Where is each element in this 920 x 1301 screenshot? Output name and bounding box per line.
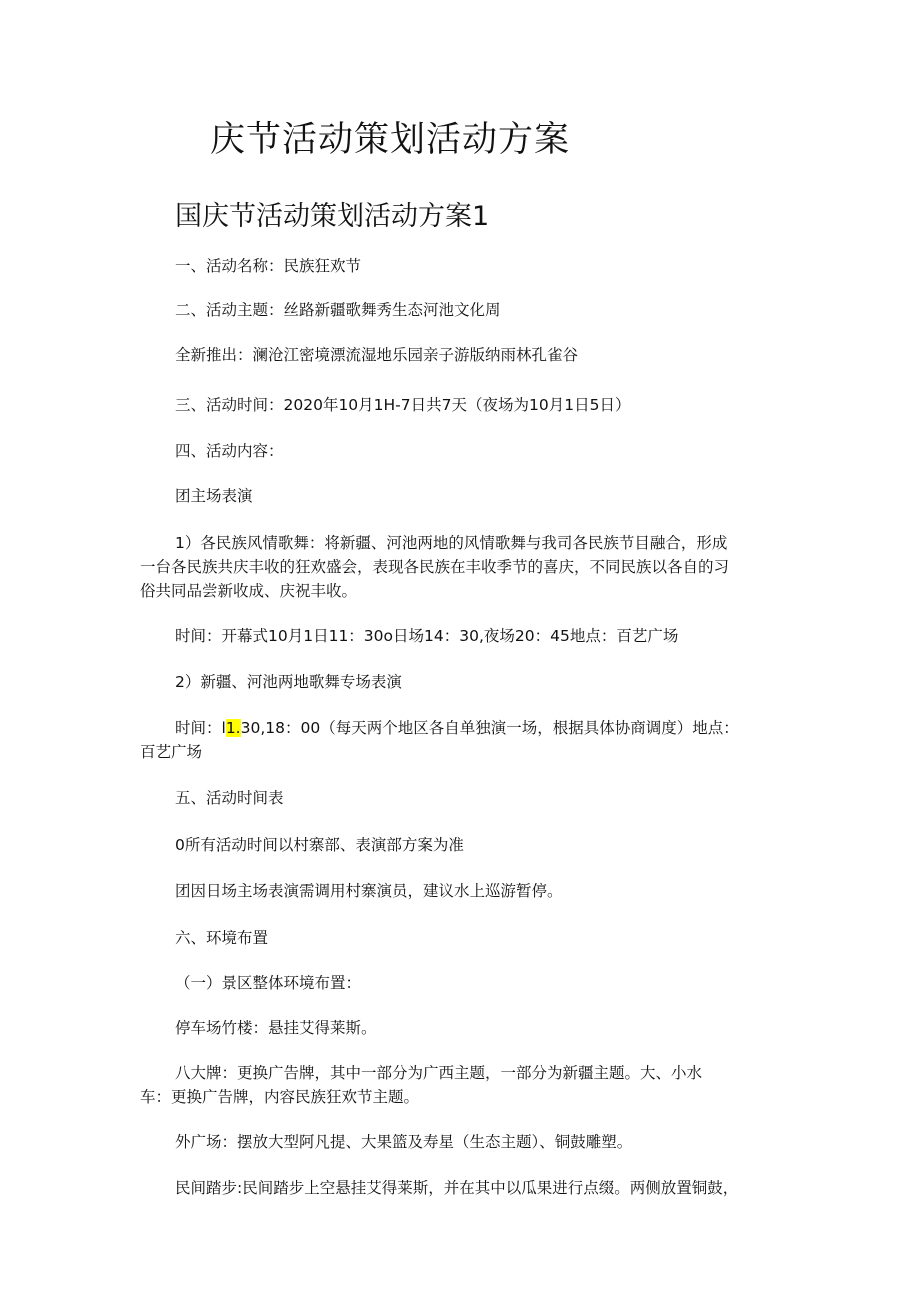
performance-2-heading: 2）新疆、河池两地歌舞专场表演 [175, 673, 402, 691]
performance-2-time-rest: 30,18：00（每天两个地区各自单独演一场，根据具体协商调度）地点： [240, 719, 739, 737]
section-title: 国庆节活动策划活动方案1 [175, 201, 490, 232]
highlighted-text: 1. [225, 719, 241, 737]
performance-2-time-line-2: 百艺广场 [140, 743, 203, 761]
performance-1-line-3: 俗共同品尝新收成、庆祝丰收。 [140, 582, 358, 600]
performance-2-time-line-1 [140, 716, 785, 740]
environment-billboard-paragraph [140, 1061, 785, 1109]
schedule-note-1: 0所有活动时间以村寨部、表演部方案为准 [175, 836, 464, 854]
environment-parking: 停车场竹楼：悬挂艾得莱斯。 [175, 1019, 377, 1037]
performance-1-line-2: 一台各民族共庆丰收的狂欢盛会，表现各民族在丰收季节的喜庆，不同民族以各自的习 [140, 558, 730, 576]
document-title: 庆节活动策划活动方案 [210, 120, 571, 160]
environment-billboard-line-1: 八大牌：更换广告牌，其中一部分为广西主题，一部分为新疆主题。大、小水 [175, 1064, 703, 1082]
activity-name: 一、活动名称：民族狂欢节 [175, 257, 362, 275]
schedule-heading: 五、活动时间表 [175, 789, 284, 807]
performance-1-line-1: 1）各民族风情歌舞：将新疆、河池两地的风情歌舞与我司各民族节目融合，形成 [175, 534, 728, 552]
performance-1-time: 时间：开幕式10月1日11：30o日场14：30,夜场20：45地点：百艺广场 [175, 627, 679, 645]
performance-2-time-paragraph [140, 716, 785, 764]
environment-subheading: （一）景区整体环境布置： [175, 974, 362, 992]
schedule-note-2: 团因日场主场表演需调用村寨演员，建议水上巡游暂停。 [175, 882, 563, 900]
activity-theme: 二、活动主题：丝路新疆歌舞秀生态河池文化周 [175, 301, 501, 319]
environment-heading: 六、环境布置 [175, 929, 269, 947]
activity-content-heading: 四、活动内容： [175, 442, 284, 460]
activity-time: 三、活动时间：2020年10月1H-7日共7天（夜场为10月1日5日） [175, 396, 631, 414]
environment-billboard-line-2: 车：更换广告牌，内容民族狂欢节主题。 [140, 1088, 420, 1106]
new-launch: 全新推出：澜沧江密境漂流湿地乐园亲子游版纳雨林孔雀谷 [175, 346, 579, 364]
environment-plaza: 外广场：摆放大型阿凡提、大果篮及寿星（生态主题）、铜鼓雕塑。 [175, 1133, 633, 1151]
environment-walkway: 民间踏步:民间踏步上空悬挂艾得莱斯，并在其中以瓜果进行点缀。两侧放置铜鼓， [175, 1179, 739, 1197]
performance-1-paragraph [140, 531, 785, 603]
performance-2-time-prefix: 时间：l [175, 719, 226, 737]
main-stage-heading: 团主场表演 [175, 487, 253, 505]
